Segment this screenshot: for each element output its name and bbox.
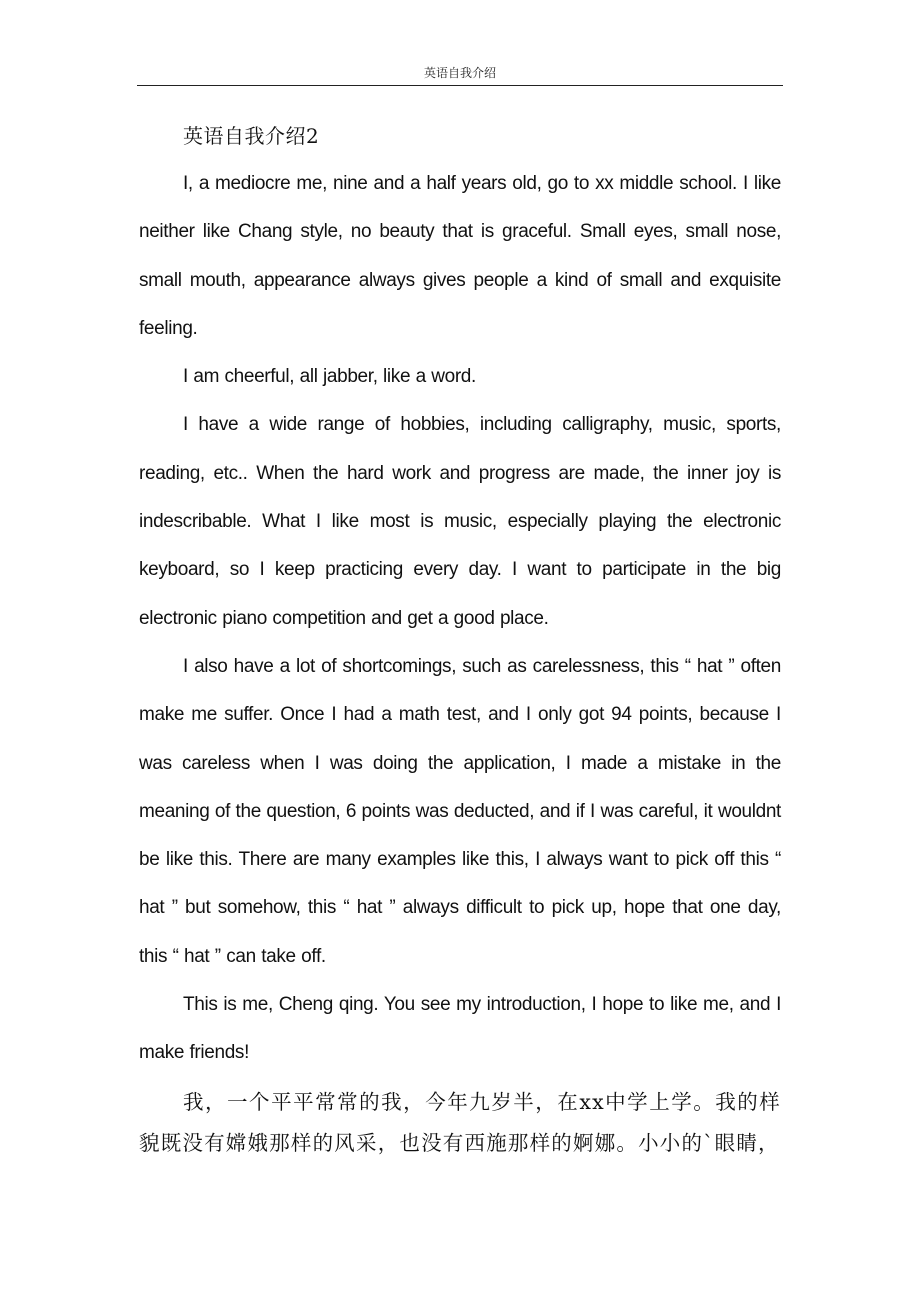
header-divider — [137, 85, 783, 86]
section-heading: 英语自我介绍2 — [183, 124, 320, 148]
paragraph-shortcomings: I also have a lot of shortcomings, such as carelessness, this “ hat ” often make me suffer. Once I had a math test, and I only got 94 points, because I was careless when I was doing the application, I made a mistake in the meaning of the question, 6 points was deducted, and if I was careful, it wouldnt be like this. There are many examples like this, I always want to pick off this “ hat ” but somehow, this “ hat ” always difficult to pick up, hope that one day, this “ hat ” can take off. — [139, 655, 781, 967]
paragraph-personality: I am cheerful, all jabber, like a word. — [183, 366, 476, 388]
document-body — [139, 112, 781, 1164]
paragraph-intro: I, a mediocre me, nine and a half years old, go to xx middle school. I like neither like Chang style, no beauty that is graceful. Small eyes, small nose, small mouth, appearance always gives people a kind of small and exquisite feeling. — [139, 173, 781, 339]
paragraph-chinese-translation: 我，一个平平常常的我，今年九岁半，在xx中学上学。我的样貌既没有嫦娥那样的风采，也没有西施那样的婀娜。小小的`眼睛， — [139, 1089, 781, 1155]
paragraph-hobbies: I have a wide range of hobbies, including calligraphy, music, sports, reading, etc.. When the hard work and progress are made, the inner joy is indescribable. What I like most is music, especially playing the electronic keyboard, so I keep practicing every day. I want to participate in the big electronic piano competition and get a good place. — [139, 414, 781, 629]
page-header: 英语自我介绍 — [423, 66, 496, 80]
paragraph-closing: This is me, Cheng qing. You see my introduction, I hope to like me, and I make friends! — [139, 994, 781, 1064]
